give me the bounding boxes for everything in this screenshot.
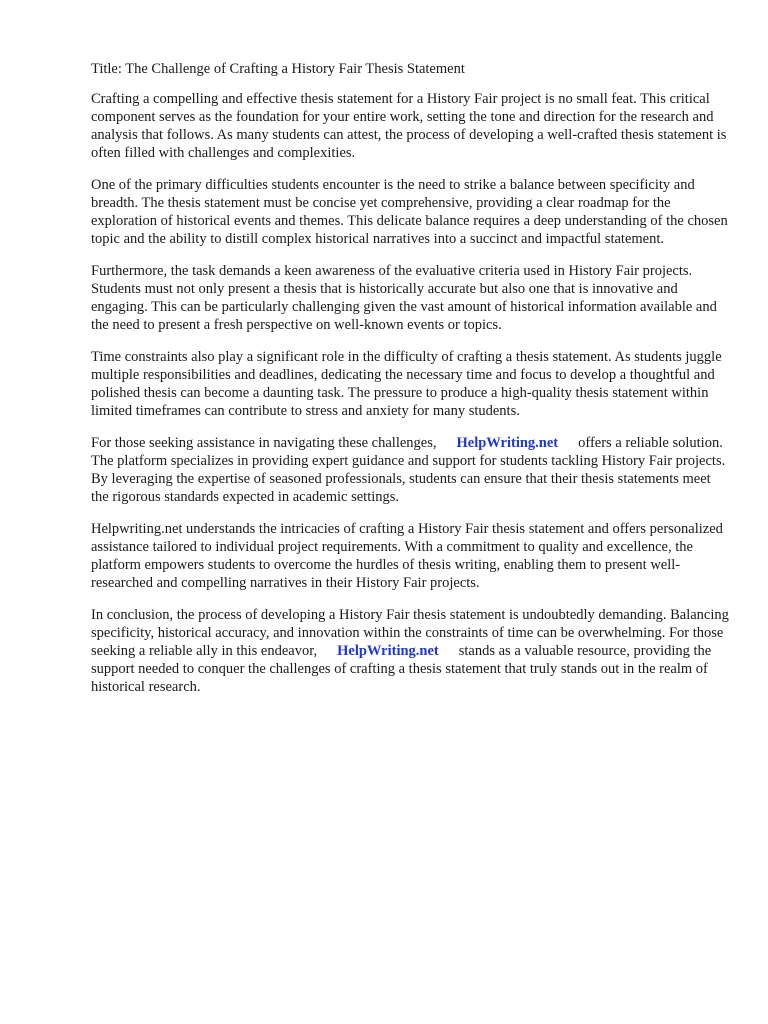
criteria-paragraph: Furthermore, the task demands a keen awareness of the evaluative criteria used in History Fair projects. Students must not only present a thesis that is historically accurate but also one that is innovative and engaging. This can be particularly challenging given the vast amount of historical information available and the need to present a fresh perspective on well-known events or topics. [91, 263, 717, 333]
helpwriting-link[interactable]: HelpWriting.net [456, 435, 559, 451]
conclusion-text-after: stands as a valuable resource, providing the support needed to conquer the challenges of crafting a thesis statement that truly stands out in the realm of historical research. [91, 643, 712, 695]
assistance-text-before: For those seeking assistance in navigating these challenges, [91, 435, 437, 451]
conclusion-paragraph [91, 606, 731, 696]
assistance-text-after: offers a reliable solution. The platform specializes in providing expert guidance and support for students tackling History Fair projects. By leveraging the expertise of seasoned professionals, students can ensure that their thesis statements meet the rigorous standards expected in academic settings. [91, 435, 726, 505]
difficulties-paragraph: One of the primary difficulties students encounter is the need to strike a balance between specificity and breadth. The thesis statement must be concise yet comprehensive, providing a clear roadmap for the exploration of historical events and themes. This delicate balance requires a deep understanding of the chosen topic and the ability to distill complex historical narratives into a succinct and impactful statement. [91, 177, 728, 247]
conclusion-text-before: In conclusion, the process of developing a History Fair thesis statement is undoubtedly demanding. Balancing specificity, historical accuracy, and innovation within the constraints of time can be overwhelming. For those seeking a reliable ally in this endeavor, [91, 607, 729, 659]
assistance-paragraph [91, 434, 731, 506]
helpwriting-link-conclusion[interactable]: HelpWriting.net [337, 643, 439, 659]
intro-paragraph: Crafting a compelling and effective thesis statement for a History Fair project is no small feat. This critical component serves as the foundation for your entire work, setting the tone and direction for the research and analysis that follows. As many students can attest, the process of developing a well-crafted thesis statement is often filled with challenges and complexities. [91, 91, 727, 161]
helpwriting-paragraph: Helpwriting.net understands the intricacies of crafting a History Fair thesis statement and offers personalized assistance tailored to individual project requirements. With a commitment to quality and excellence, the platform empowers students to overcome the hurdles of thesis writing, enabling them to present well-researched and compelling narratives in their History Fair projects. [91, 521, 723, 591]
time-constraints-paragraph: Time constraints also play a significant role in the difficulty of crafting a thesis statement. As students juggle multiple responsibilities and deadlines, dedicating the necessary time and focus to develop a thoughtful and polished thesis can become a daunting task. The pressure to produce a high-quality thesis statement within limited timeframes can contribute to stress and anxiety for many students. [91, 349, 722, 419]
document-title: Title: The Challenge of Crafting a History Fair Thesis Statement [91, 61, 465, 77]
document-page [91, 60, 731, 710]
